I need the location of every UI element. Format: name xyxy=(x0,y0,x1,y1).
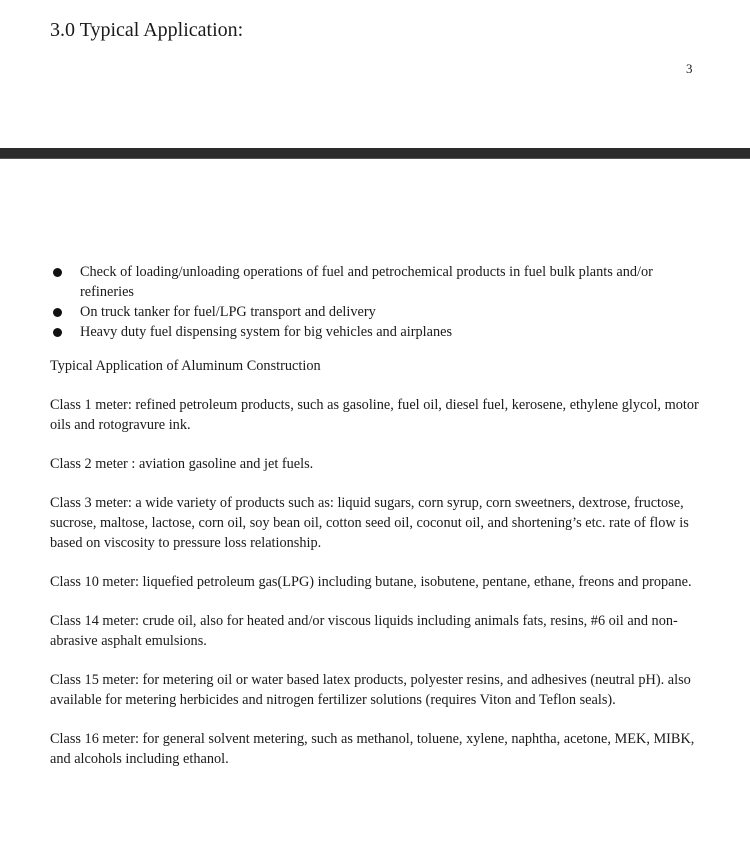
list-item-text: Check of loading/unloading operations of fuel and petrochemical products in fuel bulk plants and/or refineries xyxy=(80,264,653,300)
class-3-paragraph: Class 3 meter: a wide variety of products such as: liquid sugars, corn syrup, corn sweetners, dextrose, fructose, sucrose, maltose, lactose, corn oil, soy bean oil, cotton seed oil, coconut oil, and shortening’s etc. rate of flow is based on viscosity to pressure loss relationship. xyxy=(50,495,689,551)
list-item-text: On truck tanker for fuel/LPG transport and delivery xyxy=(80,304,376,320)
application-list xyxy=(50,262,710,342)
page-number: 3 xyxy=(686,61,693,76)
class-1-paragraph: Class 1 meter: refined petroleum products, such as gasoline, fuel oil, diesel fuel, kerosene, ethylene glycol, motor oils and rotogravure ink. xyxy=(50,397,699,433)
list-item xyxy=(50,322,710,342)
list-item xyxy=(50,262,710,302)
document-body xyxy=(50,262,710,769)
section-divider xyxy=(0,148,750,158)
class-15-paragraph: Class 15 meter: for metering oil or water based latex products, polyester resins, and adhesives (neutral pH). also available for metering herbicides and nitrogen fertilizer solutions (requires Viton and Teflon seals). xyxy=(50,672,691,708)
bullet-icon xyxy=(53,268,62,277)
list-item-text: Heavy duty fuel dispensing system for big vehicles and airplanes xyxy=(80,324,453,340)
bullet-icon xyxy=(53,328,62,337)
list-item xyxy=(50,302,710,322)
class-16-paragraph: Class 16 meter: for general solvent metering, such as methanol, toluene, xylene, naphtha, acetone, MEK, MIBK, and alcohols including ethanol. xyxy=(50,731,695,767)
class-2-paragraph: Class 2 meter : aviation gasoline and jet fuels. xyxy=(50,456,314,472)
bullet-icon xyxy=(53,308,62,317)
class-10-paragraph: Class 10 meter: liquefied petroleum gas(LPG) including butane, isobutene, pentane, ethane, freons and propane. xyxy=(50,574,692,590)
class-14-paragraph: Class 14 meter: crude oil, also for heated and/or viscous liquids including animals fats, resins, #6 oil and non-abrasive asphalt emulsions. xyxy=(50,613,678,649)
section-subheading: Typical Application of Aluminum Construction xyxy=(50,358,321,374)
page-title: 3.0 Typical Application: xyxy=(50,19,244,41)
